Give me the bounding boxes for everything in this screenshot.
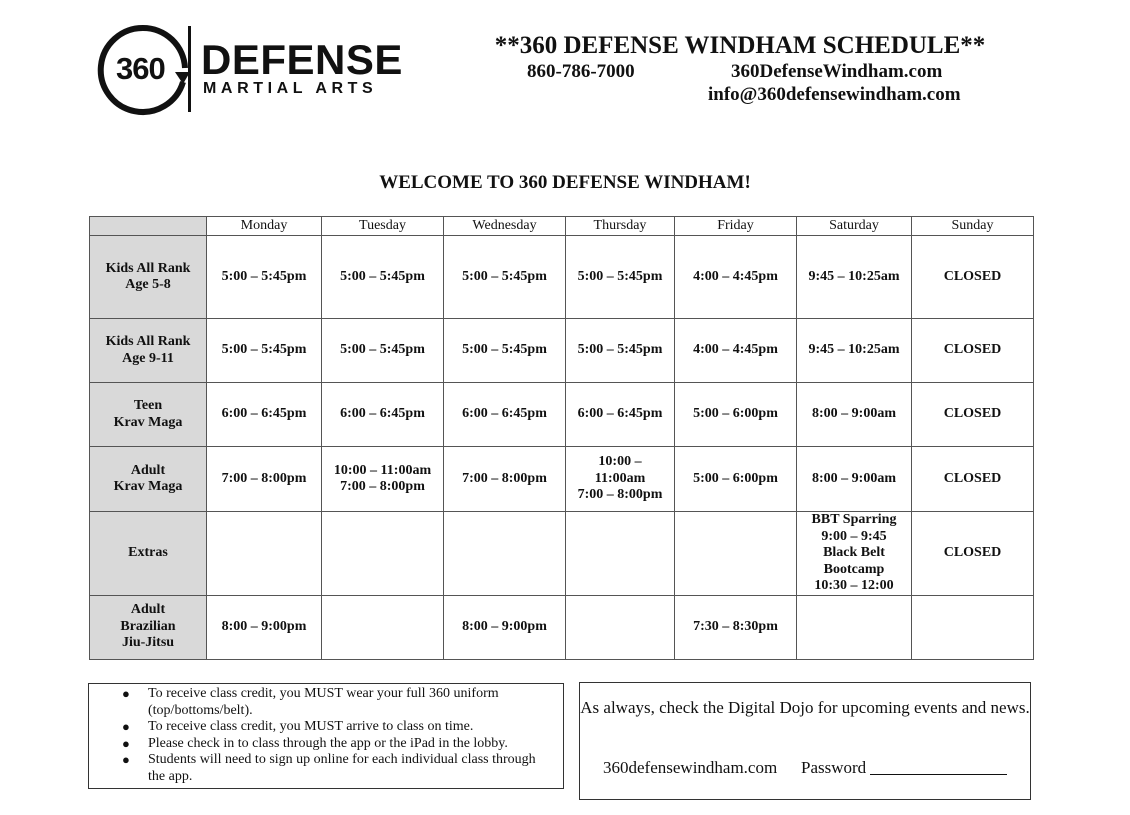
- bullet-icon: ●: [122, 719, 130, 734]
- time-cell: [797, 236, 912, 319]
- schedule-row: [90, 236, 1034, 319]
- time-line: BBT Sparring: [811, 512, 897, 527]
- class-name-cell: [90, 236, 207, 319]
- page-title: **360 DEFENSE WINDHAM SCHEDULE**: [494, 32, 986, 59]
- time-cell: [912, 319, 1034, 383]
- time-line: 8:00 – 9:00am: [812, 470, 896, 486]
- time-line: CLOSED: [943, 342, 1002, 358]
- time-cell: [444, 595, 566, 659]
- time-line: CLOSED: [943, 268, 1002, 284]
- bullet-icon: ●: [122, 752, 130, 767]
- schedule-row: [90, 447, 1034, 512]
- time-cell: [322, 595, 444, 659]
- class-name-line: Adult: [130, 602, 166, 618]
- time-cell: [566, 236, 675, 319]
- class-name-line: Kids All Rank: [105, 260, 191, 276]
- time-line: 9:00 – 9:45: [821, 528, 887, 544]
- time-cell: [322, 319, 444, 383]
- class-name-line: Age 5-8: [125, 277, 171, 292]
- header-website: 360DefenseWindham.com: [731, 61, 943, 82]
- time-cell: [912, 236, 1034, 319]
- day-header: Thursday: [566, 217, 675, 236]
- schedule-row: [90, 383, 1034, 447]
- time-cell: [797, 447, 912, 512]
- time-cell: [207, 319, 322, 383]
- time-line: 5:00 – 5:45pm: [221, 268, 307, 284]
- day-header: Saturday: [797, 217, 912, 236]
- time-line: 7:00 – 8:00pm: [462, 470, 547, 486]
- time-line: 5:00 – 5:45pm: [462, 342, 547, 358]
- rule-text: To receive class credit, you MUST arrive to class on time.: [148, 719, 474, 734]
- time-line: 8:00 – 9:00pm: [221, 618, 307, 634]
- time-line: 9:45 – 10:25am: [808, 342, 900, 358]
- schedule-row: [90, 512, 1034, 596]
- time-line: 10:00 –: [598, 454, 642, 470]
- time-cell: [797, 383, 912, 447]
- time-cell: [322, 236, 444, 319]
- time-line: Bootcamp: [823, 561, 885, 577]
- time-cell: [322, 512, 444, 596]
- time-cell: [566, 512, 675, 596]
- rules-list: [89, 686, 563, 785]
- time-cell: [566, 595, 675, 659]
- class-name-line: Krav Maga: [113, 414, 183, 430]
- time-line: 7:00 – 8:00pm: [340, 479, 425, 494]
- time-line: 6:00 – 6:45pm: [221, 406, 307, 422]
- time-line: 6:00 – 6:45pm: [340, 406, 425, 422]
- schedule-row: [90, 595, 1034, 659]
- schedule-table: [89, 216, 1034, 660]
- time-line: 10:30 – 12:00: [814, 578, 894, 593]
- time-cell: [675, 512, 797, 596]
- schedule-row: [90, 319, 1034, 383]
- time-line: 7:00 – 8:00pm: [221, 470, 307, 486]
- logo-divider: [188, 26, 191, 112]
- time-line: 5:00 – 5:45pm: [340, 342, 425, 358]
- rule-item: [89, 686, 563, 719]
- time-line: 6:00 – 6:45pm: [577, 406, 663, 422]
- time-cell: [207, 383, 322, 447]
- time-cell: [912, 512, 1034, 596]
- time-line: 9:45 – 10:25am: [808, 268, 900, 284]
- rule-text: Students will need to sign up online for each individual class through the app.: [148, 752, 536, 784]
- time-cell: [207, 512, 322, 596]
- time-cell: [566, 319, 675, 383]
- time-cell: [322, 383, 444, 447]
- time-line: 5:00 – 5:45pm: [221, 342, 307, 358]
- header-phone: 860-786-7000: [527, 61, 635, 82]
- class-name-cell: [90, 595, 207, 659]
- time-cell: [675, 595, 797, 659]
- class-name-cell: [90, 447, 207, 512]
- schedule-header-row: [90, 217, 1034, 236]
- time-cell: [207, 447, 322, 512]
- time-cell: [912, 595, 1034, 659]
- logo-brand: DEFENSE: [201, 36, 403, 83]
- time-line: 5:00 – 5:45pm: [577, 342, 663, 358]
- class-name-cell: [90, 512, 207, 596]
- time-cell: [207, 595, 322, 659]
- time-cell: [207, 236, 322, 319]
- time-cell: [444, 383, 566, 447]
- class-name-line: Brazilian: [120, 618, 176, 634]
- rule-item: [89, 752, 563, 785]
- time-line: CLOSED: [943, 545, 1002, 560]
- time-cell: [675, 236, 797, 319]
- dojo-message: As always, check the Digital Dojo for upcoming events and news.: [580, 698, 1030, 717]
- day-header: Sunday: [912, 217, 1034, 236]
- class-name-line: Kids All Rank: [105, 334, 191, 349]
- welcome-heading: WELCOME TO 360 DEFENSE WINDHAM!: [379, 172, 751, 193]
- time-cell: [675, 447, 797, 512]
- class-name-cell: [90, 319, 207, 383]
- class-name-line: Jiu-Jitsu: [121, 635, 175, 651]
- time-line: 5:00 – 5:45pm: [462, 268, 547, 284]
- rule-item: [89, 736, 563, 753]
- time-cell: [322, 447, 444, 512]
- password-label: Password: [801, 758, 867, 777]
- time-line: 5:00 – 6:00pm: [693, 406, 778, 422]
- time-line: CLOSED: [943, 470, 1002, 486]
- rules-box: [88, 683, 564, 789]
- class-name-line: Krav Maga: [113, 479, 183, 494]
- class-name-line: Extras: [128, 545, 168, 560]
- dojo-website: 360defensewindham.com: [603, 758, 778, 777]
- time-cell: [444, 236, 566, 319]
- class-name-line: Age 9-11: [122, 350, 174, 366]
- time-cell: [797, 595, 912, 659]
- class-name-line: Adult: [130, 462, 166, 478]
- time-cell: [912, 447, 1034, 512]
- rule-text: Please check in to class through the app or the iPad in the lobby.: [148, 735, 508, 751]
- day-header: Tuesday: [322, 217, 444, 236]
- time-cell: [444, 447, 566, 512]
- logo-number: 360: [116, 51, 165, 86]
- day-header: Friday: [675, 217, 797, 236]
- time-line: 6:00 – 6:45pm: [462, 406, 547, 422]
- rule-text: To receive class credit, you MUST wear your full 360 uniform (top/bottoms/belt).: [148, 686, 499, 718]
- corner-cell: [90, 217, 207, 236]
- logo-tagline: MARTIAL ARTS: [203, 80, 378, 97]
- time-cell: [566, 447, 675, 512]
- time-line: 8:00 – 9:00am: [812, 406, 896, 422]
- time-line: 4:00 – 4:45pm: [693, 268, 778, 284]
- time-cell: [912, 383, 1034, 447]
- day-header: Wednesday: [444, 217, 566, 236]
- rule-item: [89, 719, 563, 736]
- header-email: info@360defensewindham.com: [708, 84, 961, 105]
- time-line: 7:30 – 8:30pm: [693, 618, 778, 634]
- time-line: 10:00 – 11:00am: [333, 462, 432, 478]
- time-line: CLOSED: [943, 406, 1002, 422]
- time-line: Black Belt: [823, 545, 885, 560]
- digital-dojo-box: [579, 682, 1031, 800]
- time-cell: [797, 319, 912, 383]
- class-name-cell: [90, 383, 207, 447]
- day-header: Monday: [207, 217, 322, 236]
- time-line: 5:00 – 5:45pm: [340, 268, 425, 284]
- time-line: 4:00 – 4:45pm: [693, 342, 778, 358]
- time-line: 7:00 – 8:00pm: [577, 487, 663, 503]
- password-blank-line: [870, 774, 1007, 775]
- time-line: 5:00 – 6:00pm: [693, 470, 778, 486]
- time-cell: [797, 512, 912, 596]
- time-line: 5:00 – 5:45pm: [577, 268, 663, 284]
- logo: [95, 24, 403, 116]
- time-cell: [444, 319, 566, 383]
- time-cell: [675, 319, 797, 383]
- time-line: 8:00 – 9:00pm: [462, 618, 547, 634]
- time-cell: [675, 383, 797, 447]
- time-cell: [566, 383, 675, 447]
- time-line: 11:00am: [594, 470, 646, 486]
- bullet-icon: ●: [122, 735, 130, 751]
- time-cell: [444, 512, 566, 596]
- bullet-icon: ●: [122, 686, 130, 701]
- class-name-line: Teen: [133, 398, 163, 413]
